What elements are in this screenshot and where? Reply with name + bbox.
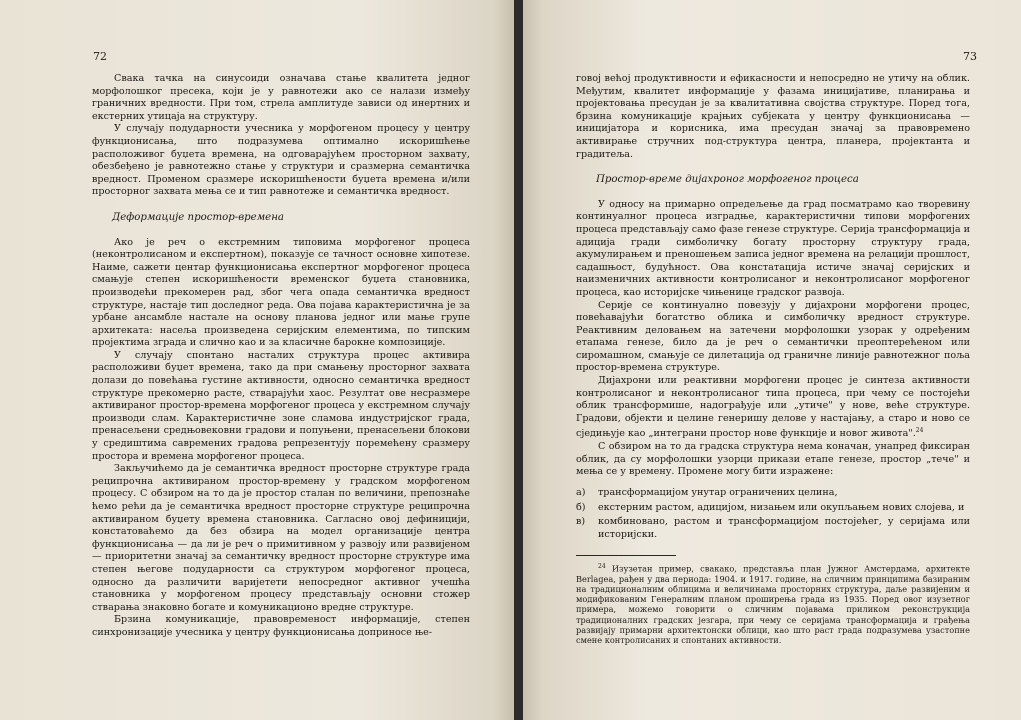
paragraph: Серије се континуално повезују у дијахрони морфогени процес, повећавајући богатство облика и симболичку вредност структуре. Реактивним деловањем на затечени морфолошки узорак у одређеним етапама генезе, било да је реч о семантички преоптерећеном или сиромашном, смањује се дилетација од граничне линије равнотежног поља простор-времена структуре. — [576, 299, 970, 374]
footnote-number: 24 — [598, 563, 606, 571]
page-number: 72 — [93, 50, 107, 63]
paragraph: Закључићемо да је семантичка вредност просторне структуре града реципрочна активираном простор-времену у градском морфогеном процесу. С обзиром на то да је простор сталан по величини, препознаће ћемо рећи да је семантичка вредност просторне структуре реципрочна активираном буџету времена становника. Сагласно овој дефиницији, констатоваћемо да без обзира на модел организације центра функционисања — да ли је реч о примитивном у развоју или развијеном — приоритетни значај за семантичку вредност просторне структуре има степен његове подударности са структуром морфогеног процеса, односно да различити варијетети непосредног активног учешћа становника у морфогеном процесу представљају основни стожер стварања знаковно богате и комуникационо вредне структуре. — [92, 463, 470, 613]
footnote-text: Изузетан пример, свакако, представља план Јужног Амстердама, архитекте Berlagea, рађен у два периода: 1904. и 1917. године, на сличним принципима базираним на традиционалним облицима и величинама просторних структура, даље развијеним и модификованим Генералним планом проширења града из 1935. Поред овог изузетног примера, можемо говорити о сличним појавама приликом реконструкција традиционалних градских језгара, при чему се серијама трансформација и грађења развијају примарни архитектонски облици, као што раст града подразумева узастопне смене контролисаних и спонтаних активности. — [576, 564, 970, 645]
list-marker: в) — [576, 516, 586, 528]
left-text-column — [92, 73, 470, 640]
list-item-text: екстерним растом, адицијом, низањем или окупљањем нових слојева, и — [598, 501, 965, 513]
list-marker: а) — [576, 487, 586, 498]
footnote — [576, 562, 970, 644]
paragraph: У случају спонтано насталих структура процес активира расположиви буџет времена, тако да при смањењу просторног захвата долази до повећања густине активности, односно семантичка вредност структуре прекомерно расте, стварајући хаос. Резултат ове несразмере активираног простор-времена морфогеног процеса у екстремном случају производи слам. Карактеристичне зоне сламова индустријског града, пренасељени средњовековни градови и попуњени, пренасељени блокови у средиштима савремених градова репрезентују поремећену сразмеру простора и времена морфогеног процеса. — [92, 349, 470, 462]
list-item — [576, 502, 970, 515]
paragraph: говој већој продуктивности и ефикасности и непосредно не утичу на облик. Међутим, квалитет информације у фазама иницијативе, планирања и пројектовања пресудан је за квалитативна својства структуре. Поред тога, брзина комуникације крајњих субјеката у центру функционисања — иницијатора и корисника, има пресудан значај за правовремено активирање стручних под-структура центра, планера, пројектанта и градитеља. — [576, 73, 970, 160]
change-list — [576, 487, 970, 541]
footnote-divider — [576, 555, 676, 556]
paragraph: Ако је реч о екстремним типовима морфогеног процеса (неконтролисаном и експертном), показује се тачност основне хипотезе. Наиме, сажети центар функционисања експертног морфогеног процеса смањује степен искоришћености временског буџета становника, производећи прекомерен рад, због чега опада семантичка вредност структуре, настаје тип доследног реда. Ова појава карактеристична је за урбане ансамбле настале на основу планова једног или мање групе архитеката: насеља произведена серијским елементима, по типским пројектима зграда и слично као и за класичне барокне композиције. — [92, 236, 470, 349]
right-text-column — [576, 73, 970, 645]
list-marker: б) — [576, 501, 586, 513]
paragraph: У случају подударности учесника у морфогеном процесу у центру функционисања, што подразумева оптимално искоришћење расположивог буџета времена, на одговарајућем просторном захвату, обезбеђено је равнотежно стање у структури и сразмерна семантичка вредност. Променом сразмере искоришћености буџета времена и/или просторног захвата мења се и тип равнотеже и семантичка вредност. — [92, 123, 470, 198]
section-heading: Простор-време дијахроног морфогеног процеса — [596, 174, 859, 186]
footnote-reference: 24 — [915, 427, 924, 435]
paragraph: Свака тачка на синусоиди означава стање квалитета једног морфолошког пресека, који је у равнотежи ако се налази између граничних вредности. При том, стрела амплитуде зависи од инертних и екстерних утицаја на структуру. — [92, 73, 470, 122]
paragraph: У односу на примарно опредељење да град посматрамо као творевину континуалног процеса изградње, карактеристични типови морфогених процеса представљају само фазе генезе структуре. Серија трансформација и адиција гради симболичку богату просторну структуру града, акумулирањем и преношењем записа једног времена на релацији прошлост, садашњост, будућност. Ова констатација истиче значај серијских и наизменичних активности контролисаног и неконтролисаног морфогеног процеса, као историјске чињенице градског развоја. — [576, 198, 970, 298]
list-item — [576, 487, 970, 500]
book-gutter — [514, 0, 523, 720]
paragraph: Брзина комуникације, правовременост информације, степен синхронизације учесника у центру функционисања доприносе ње- — [92, 614, 470, 638]
paragraph-text: Дијахрони или реактивни морфогени процес је синтеза активности контролисаног и неконтролисаног типа процеса, при чему се постојећи облик трансформише, надограђује или „утиче" у нове, веће структуре. Градови, објекти и целине генеришу делове у настајању, а старо и ново се сједињује као „интеграни простор нове функције и новог живота". — [576, 375, 970, 440]
paragraph: С обзиром на то да градска структура нема коначан, унапред фиксиран облик, да су морфолошки узорци прикази етапе генезе, простор „тече" и мења се у времену. Промене могу бити изражене: — [576, 441, 970, 478]
list-item-text: комбиновано, растом и трансформацијом постојећег, у серијама или историјски. — [598, 516, 970, 540]
paragraph — [576, 375, 970, 441]
list-item — [576, 516, 970, 541]
page-number: 73 — [963, 50, 977, 63]
section-heading: Деформације простор-времена — [112, 211, 284, 223]
list-item-text: трансформацијом унутар ограничених целина, — [598, 487, 838, 498]
right-page — [523, 0, 1021, 720]
